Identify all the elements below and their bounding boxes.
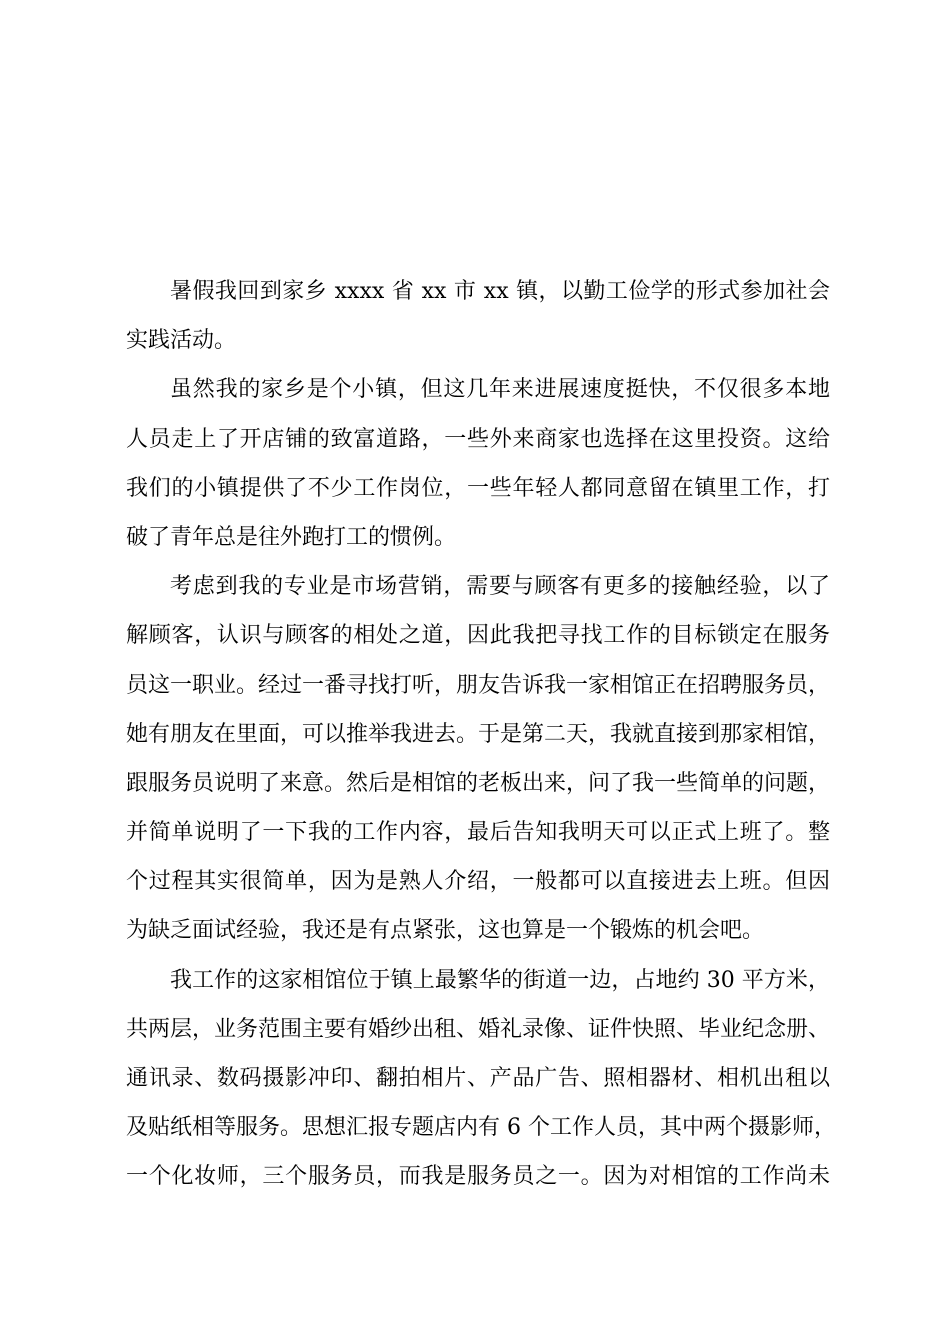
text-line: 解顾客，认识与顾客的相处之道，因此我把寻找工作的目标锁定在服务	[126, 623, 830, 649]
body-text	[126, 267, 836, 1202]
text-line: 为缺乏面试经验，我还是有点紧张，这也算是一个锻炼的机会吧。	[126, 918, 765, 944]
text-line: 通讯录、数码摄影冲印、翻拍相片、产品广告、照相器材、相机出租以	[126, 1066, 830, 1091]
paragraph-1	[126, 267, 830, 365]
text-line: 破了青年总是往外跑打工的惯例。	[126, 524, 457, 550]
text-line: 人员走上了开店铺的致富道路，一些外来商家也选择在这里投资。这给	[126, 426, 830, 452]
text-line: 员这一职业。经过一番寻找打听，朋友告诉我一家相馆正在招聘服务员，	[126, 672, 831, 698]
text-line: 实践活动。	[126, 328, 237, 354]
text-line: 我们的小镇提供了不少工作岗位，一些年轻人都同意留在镇里工作，打	[126, 475, 830, 501]
text-line: 她有朋友在里面，可以推举我进去。于是第二天，我就直接到那家相馆，	[126, 721, 831, 747]
text-line: 暑假我回到家乡 xxxx 省 xx 市 xx 镇，以勤工俭学的形式参加社会	[170, 279, 830, 304]
text-line: 个过程其实很简单，因为是熟人介绍，一般都可以直接进去上班。但因	[126, 869, 830, 895]
text-line: 共两层，业务范围主要有婚纱出租、婚礼录像、证件快照、毕业纪念册、	[126, 1016, 831, 1042]
text-line: 及贴纸相等服务。思想汇报专题店内有 6 个工作人员，其中两个摄影师，	[126, 1115, 836, 1141]
paragraph-3	[126, 562, 830, 956]
text-line: 一个化妆师，三个服务员，而我是服务员之一。因为对相馆的工作尚未	[126, 1164, 830, 1190]
paragraph-4	[126, 956, 836, 1202]
text-line: 考虑到我的专业是市场营销，需要与顾客有更多的接触经验，以了	[170, 574, 830, 600]
text-line: 跟服务员说明了来意。然后是相馆的老板出来，问了我一些简单的问题，	[126, 770, 831, 796]
text-line: 并简单说明了一下我的工作内容，最后告知我明天可以正式上班了。整	[126, 820, 830, 846]
paragraph-2	[126, 365, 830, 562]
text-line: 我工作的这家相馆位于镇上最繁华的街道一边，占地约 30 平方米，	[170, 967, 830, 993]
text-line: 虽然我的家乡是个小镇，但这几年来进展速度挺快，不仅很多本地	[170, 377, 830, 403]
